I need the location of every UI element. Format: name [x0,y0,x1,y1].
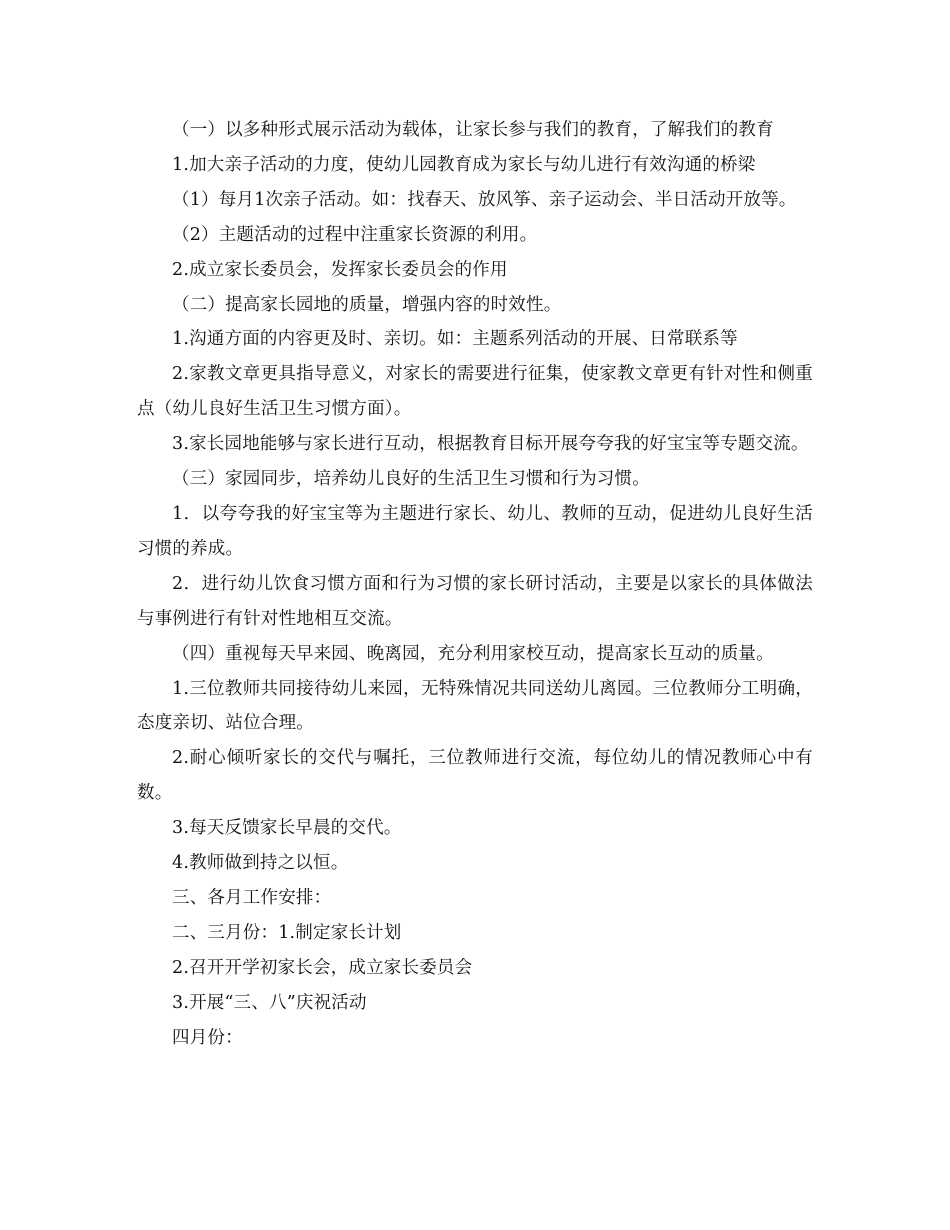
list-item: 1.三位教师共同接待幼儿来园，无特殊情况共同送幼儿离园。三位教师分工明确，态度亲切、站位合理。 [137,678,813,734]
list-item: 2.召开开学初家长会，成立家长委员会 [172,957,473,978]
list-item: 3.家长园地能够与家长进行互动，根据教育目标开展夸夸我的好宝宝等专题交流。 [172,434,809,455]
section-heading-1: （一）以多种形式展示活动为载体，让家长参与我们的教育，了解我们的教育 [172,120,774,140]
list-item: 1．以夸夸我的好宝宝等为主题进行家长、幼儿、教师的互动，促进幼儿良好生活习惯的养成。 [137,503,813,559]
list-item: 1.沟通方面的内容更及时、亲切。如：主题系列活动的开展、日常联系等 [172,329,738,350]
section-heading-3: （三）家园同步，培养幼儿良好的生活卫生习惯和行为习惯。 [172,469,650,490]
list-item: 1.加大亲子活动的力度，使幼儿园教育成为家长与幼儿进行有效沟通的桥梁 [172,154,756,175]
document-body [137,113,813,1055]
list-item: 3.开展“三、八”庆祝活动 [172,992,367,1013]
list-item: （2）主题活动的过程中注重家长资源的利用。 [172,224,538,245]
month-entry: 四月份： [172,1027,243,1048]
list-item: 2.耐心倾听家长的交代与嘱托，三位教师进行交流，每位幼儿的情况教师心中有数。 [137,748,813,804]
section-heading-monthly: 三、各月工作安排： [172,887,332,908]
list-item: 4.教师做到持之以恒。 [172,853,349,874]
month-entry: 二、三月份：1.制定家长计划 [172,922,402,943]
section-heading-4: （四）重视每天早来园、晚离园，充分利用家校互动，提高家长互动的质量。 [172,643,774,664]
list-item: 2.家教文章更具指导意义，对家长的需要进行征集，使家教文章更有针对性和侧重点（幼儿良好生活卫生习惯方面）。 [137,364,813,420]
list-item: 2.成立家长委员会，发挥家长委员会的作用 [172,259,508,280]
section-heading-2: （二）提高家长园地的质量，增强内容的时效性。 [172,294,562,315]
list-item: （1）每月1次亲子活动。如：找春天、放风筝、亲子运动会、半日活动开放等。 [172,189,797,210]
list-item: 2．进行幼儿饮食习惯方面和行为习惯的家长研讨活动，主要是以家长的具体做法与事例进行有针对性地相互交流。 [137,573,813,629]
list-item: 3.每天反馈家长早晨的交代。 [172,818,402,839]
